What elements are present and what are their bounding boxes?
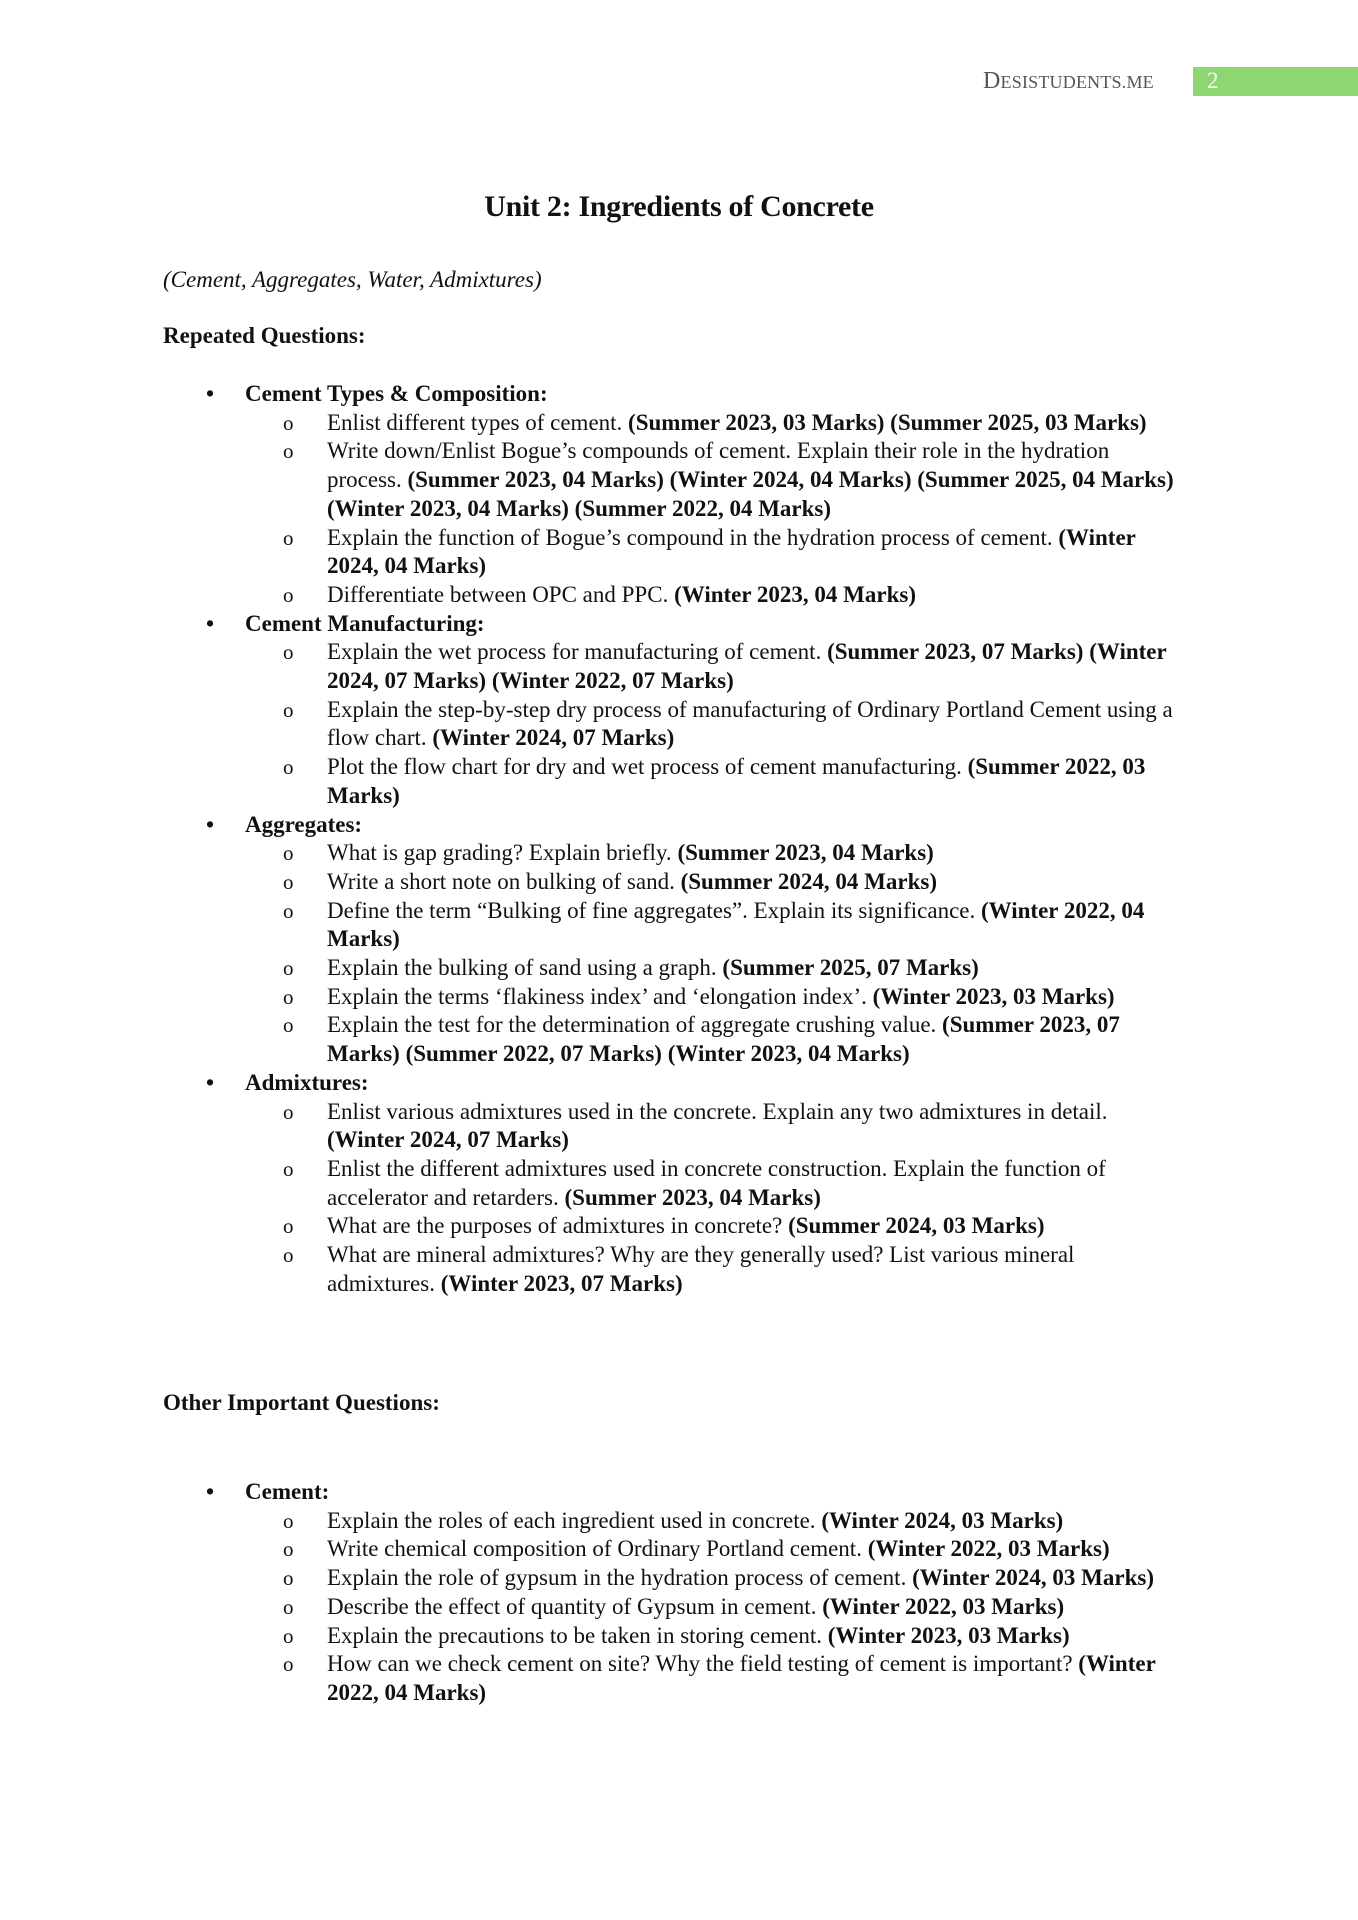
question-text: Explain the function of Bogue’s compound in the hydration process of cement. — [327, 524, 1059, 550]
bullet-icon: • — [206, 1069, 215, 1095]
page-number: 2 — [1207, 68, 1219, 93]
question-marks: (Winter 2022, 04 Marks) — [327, 1651, 1156, 1705]
site-brand-rest: ESISTUDENTS.ME — [1000, 72, 1154, 92]
question-text: Explain the bulking of sand using a graph. — [327, 955, 723, 981]
question-text: Enlist the different admixtures used in concrete construction. Explain the function of accelerator and retarders. — [327, 1155, 1106, 1210]
question-marks: (Summer 2022, 03 Marks) — [327, 754, 1146, 808]
question-text: Explain the step-by-step dry process of manufacturing of Ordinary Portland Cement using a flow chart. — [327, 696, 1173, 751]
question-text: Explain the role of gypsum in the hydration process of cement. — [327, 1565, 913, 1591]
bullet-icon: • — [206, 1479, 215, 1504]
question-marks: (Winter 2023, 03 Marks) — [872, 983, 1115, 1009]
question-marks: (Summer 2023, 07 Marks) (Winter 2024, 07 Marks) (Winter 2022, 07 Marks) — [327, 639, 1167, 694]
question-marks: (Winter 2024, 03 Marks) — [912, 1565, 1154, 1591]
question-item — [0, 753, 1358, 810]
bullet-icon: • — [206, 811, 215, 837]
question-item — [0, 1650, 1358, 1707]
sub-bullet-icon: o — [283, 1156, 294, 1181]
question-item — [0, 409, 1358, 438]
question-text: How can we check cement on site? Why the field testing of cement is important? — [327, 1651, 1079, 1677]
question-item — [0, 524, 1358, 581]
question-item — [0, 1593, 1358, 1622]
question-text: Plot the flow chart for dry and wet process of cement manufacturing. — [327, 754, 968, 780]
category-label: Cement Types & Composition: — [245, 381, 548, 406]
question-marks: (Summer 2025, 07 Marks) — [722, 955, 979, 981]
question-marks: (Winter 2023, 04 Marks) — [674, 581, 916, 607]
sub-bullet-icon: o — [283, 984, 294, 1009]
sub-bullet-icon: o — [283, 1652, 294, 1677]
sub-bullet-icon: o — [283, 1243, 294, 1268]
sub-bullet-icon: o — [283, 956, 294, 981]
question-text: Write chemical composition of Ordinary Portland cement. — [327, 1536, 868, 1562]
page-title: Unit 2: Ingredients of Concrete — [484, 190, 874, 223]
question-marks: (Summer 2023, 04 Marks) (Winter 2024, 04 Marks) (Summer 2025, 04 Marks) (Winter 2023, 04 Marks) (Summer 2022, 04 Marks) — [327, 467, 1174, 521]
sub-bullet-icon: o — [283, 1537, 294, 1562]
question-item — [0, 1564, 1358, 1593]
sub-bullet-icon: o — [283, 1214, 294, 1239]
category-heading — [0, 1069, 1358, 1098]
category-label: Cement Manufacturing: — [245, 610, 485, 636]
question-text: What are the purposes of admixtures in concrete? — [327, 1213, 789, 1239]
question-item — [0, 1011, 1358, 1068]
other-questions-list — [0, 1478, 1358, 1708]
question-marks: (Winter 2023, 07 Marks) — [440, 1270, 683, 1296]
question-item — [0, 897, 1358, 954]
sub-bullet-icon: o — [283, 582, 294, 607]
question-item — [0, 696, 1358, 753]
sub-bullet-icon: o — [283, 1508, 294, 1533]
question-item — [0, 1507, 1358, 1536]
category-label: Admixtures: — [245, 1069, 369, 1095]
question-text: Explain the roles of each ingredient used in concrete. — [327, 1507, 822, 1533]
question-item — [0, 437, 1358, 523]
category-heading — [0, 610, 1358, 639]
question-text: Enlist various admixtures used in the concrete. Explain any two admixtures in detail. — [327, 1098, 1108, 1124]
question-text: Explain the terms ‘flakiness index’ and ‘elongation index’. — [327, 983, 873, 1009]
question-marks: (Winter 2023, 03 Marks) — [827, 1622, 1070, 1648]
question-item — [0, 1098, 1358, 1155]
question-marks: (Winter 2024, 03 Marks) — [821, 1507, 1064, 1533]
category-heading — [0, 380, 1358, 409]
question-text: Write down/Enlist Bogue’s compounds of cement. Explain their role in the hydration process. — [327, 438, 1110, 493]
page-number-badge — [1193, 67, 1358, 96]
question-item — [0, 581, 1358, 610]
question-marks: (Winter 2024, 07 Marks) — [327, 1127, 569, 1153]
question-text: Explain the precautions to be taken in storing cement. — [327, 1622, 828, 1648]
sub-bullet-icon: o — [283, 869, 294, 894]
bullet-icon: • — [206, 381, 215, 406]
sub-bullet-icon: o — [283, 898, 294, 923]
question-marks: (Winter 2022, 03 Marks) — [867, 1536, 1110, 1562]
sub-bullet-icon: o — [283, 439, 294, 464]
question-marks: (Winter 2022, 03 Marks) — [822, 1593, 1065, 1619]
question-text: What are mineral admixtures? Why are they generally used? List various mineral admixtures. — [327, 1242, 1075, 1296]
sub-bullet-icon: o — [283, 755, 294, 780]
category-label: Cement: — [245, 1479, 330, 1504]
question-text: Write a short note on bulking of sand. — [327, 868, 681, 894]
other-questions-heading: Other Important Questions: — [163, 1390, 440, 1415]
category-heading — [0, 811, 1358, 840]
question-marks: (Winter 2024, 04 Marks) — [327, 524, 1136, 579]
question-text: Differentiate between OPC and PPC. — [327, 581, 675, 607]
question-text: What is gap grading? Explain briefly. — [327, 840, 678, 866]
question-item — [0, 1212, 1358, 1241]
question-item — [0, 638, 1358, 695]
bullet-icon: • — [206, 610, 215, 636]
question-marks: (Summer 2023, 04 Marks) — [564, 1184, 821, 1210]
question-marks: (Winter 2024, 07 Marks) — [432, 725, 675, 751]
question-text: Enlist different types of cement. — [327, 409, 629, 435]
question-marks: (Summer 2023, 04 Marks) — [677, 840, 934, 866]
sub-bullet-icon: o — [283, 640, 294, 665]
category-heading — [0, 1478, 1358, 1507]
question-item — [0, 1241, 1358, 1298]
question-item — [0, 1535, 1358, 1564]
question-item — [0, 1155, 1358, 1212]
site-brand-initial: D — [983, 68, 1001, 94]
sub-bullet-icon: o — [283, 525, 294, 550]
question-item — [0, 954, 1358, 983]
sub-bullet-icon: o — [283, 1566, 294, 1591]
question-marks: (Summer 2023, 03 Marks) (Summer 2025, 03 Marks) — [628, 409, 1147, 435]
question-marks: (Summer 2023, 07 Marks) (Summer 2022, 07 Marks) (Winter 2023, 04 Marks) — [327, 1012, 1120, 1067]
site-brand — [983, 68, 1154, 95]
question-item — [0, 839, 1358, 868]
question-marks: (Winter 2022, 04 Marks) — [327, 897, 1145, 952]
question-marks: (Summer 2024, 03 Marks) — [788, 1213, 1045, 1239]
sub-bullet-icon: o — [283, 841, 294, 866]
sub-bullet-icon: o — [283, 410, 294, 435]
question-item — [0, 983, 1358, 1012]
question-text: Define the term “Bulking of fine aggregates”. Explain its significance. — [327, 897, 981, 923]
page-subtitle: (Cement, Aggregates, Water, Admixtures) — [163, 267, 542, 292]
repeated-questions-list — [0, 380, 1358, 1299]
question-text: Explain the wet process for manufacturing of cement. — [327, 639, 828, 665]
sub-bullet-icon: o — [283, 1013, 294, 1038]
sub-bullet-icon: o — [283, 1623, 294, 1648]
category-label: Aggregates: — [245, 811, 363, 837]
question-item — [0, 868, 1358, 897]
question-text: Describe the effect of quantity of Gypsum in cement. — [327, 1593, 823, 1619]
sub-bullet-icon: o — [283, 697, 294, 722]
repeated-questions-heading: Repeated Questions: — [163, 323, 366, 348]
sub-bullet-icon: o — [283, 1099, 294, 1124]
sub-bullet-icon: o — [283, 1594, 294, 1619]
question-item — [0, 1622, 1358, 1651]
question-text: Explain the test for the determination of aggregate crushing value. — [327, 1012, 943, 1038]
question-marks: (Summer 2024, 04 Marks) — [680, 868, 937, 894]
